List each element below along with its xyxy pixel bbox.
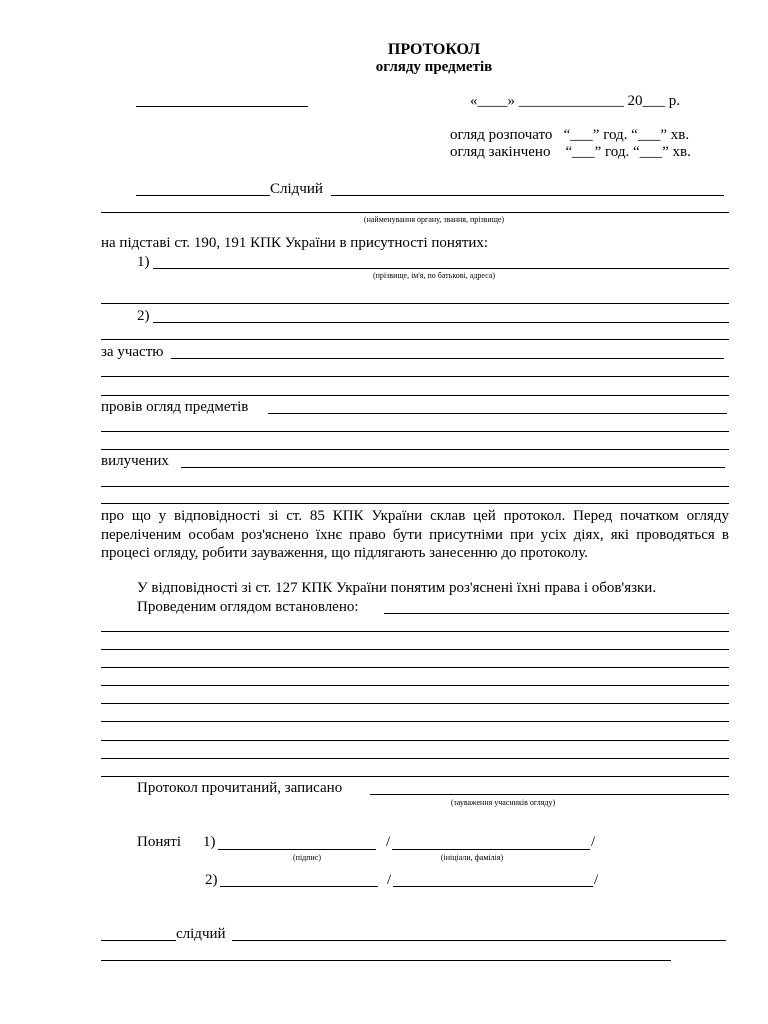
document-title: ПРОТОКОЛ [387, 41, 481, 58]
slash-2-left: / [387, 872, 392, 888]
established-line-2[interactable] [101, 631, 729, 632]
established-line[interactable] [384, 613, 729, 614]
slash-2-right: / [594, 872, 599, 888]
inspection-line-3[interactable] [101, 449, 729, 450]
signature-2-line[interactable] [220, 886, 378, 887]
date-field[interactable]: «____» ______________ 20___ р. [470, 93, 680, 109]
protocol-paragraph: про що у відповідності зі ст. 85 КПК України склав цей протокол. Перед початком огляду переліченим особам роз'яснено їхнє право бути присутніми при усіх діях, які проводяться в процесі огляду, робити зауваження, що підлягають занесенню до протоколу. [101, 508, 729, 561]
witness-2-number: 2) [137, 308, 150, 324]
established-line-3[interactable] [101, 649, 729, 650]
initials-2-line[interactable] [393, 886, 593, 887]
established-label: Проведеним оглядом встановлено: [137, 599, 359, 615]
signature-2-number: 2) [205, 872, 218, 888]
investigator-sign-line-2[interactable] [101, 960, 671, 961]
remarks-line[interactable] [370, 794, 729, 795]
initials-caption: (ініціали, фамілія) [440, 853, 504, 862]
investigator-sign-label: слідчий [176, 926, 226, 942]
seized-label: вилучених [101, 453, 169, 469]
seized-line[interactable] [181, 467, 725, 468]
witness-caption: (прізвище, ім'я, по батькові, адреса) [372, 271, 496, 280]
signature-caption: (підпис) [292, 853, 322, 862]
rights-text: У відповідності зі ст. 127 КПК України понятим роз'яснені їхні права і обов'язки. [137, 580, 657, 596]
document-subtitle: огляду предметів [375, 59, 493, 75]
investigator-sign-line[interactable] [232, 940, 726, 941]
seized-line-3[interactable] [101, 503, 729, 504]
established-line-6[interactable] [101, 703, 729, 704]
time-finished: огляд закінчено “___” год. “___” хв. [450, 144, 691, 160]
read-label: Протокол прочитаний, записано [137, 780, 343, 796]
time-started: огляд розпочато “___” год. “___” хв. [450, 127, 690, 143]
witness-2-line[interactable] [153, 322, 729, 323]
investigator-caption: (найменування органу, звання, прізвище) [363, 215, 505, 224]
investigator-line[interactable] [331, 195, 724, 196]
established-line-5[interactable] [101, 685, 729, 686]
initials-1-line[interactable] [392, 849, 590, 850]
investigator-label: Слідчий [270, 181, 323, 197]
investigator-sign-pre-line[interactable] [101, 940, 176, 941]
established-line-8[interactable] [101, 740, 729, 741]
witnesses-label: Поняті [137, 834, 181, 850]
slash-1-right: / [591, 834, 596, 850]
established-line-7[interactable] [101, 721, 729, 722]
slash-1-left: / [386, 834, 391, 850]
inspection-line-2[interactable] [101, 431, 729, 432]
established-line-10[interactable] [101, 776, 729, 777]
signature-1-line[interactable] [218, 849, 376, 850]
signature-1-number: 1) [203, 834, 216, 850]
place-line[interactable] [136, 106, 308, 107]
inspection-line[interactable] [268, 413, 727, 414]
seized-line-2[interactable] [101, 486, 729, 487]
basis-text: на підставі ст. 190, 191 КПК України в присутності понятих: [101, 235, 489, 251]
investigator-line-2[interactable] [101, 212, 729, 213]
participation-line-3[interactable] [101, 395, 729, 396]
inspection-label: провів огляд предметів [101, 399, 249, 415]
witness-1-number: 1) [137, 254, 150, 270]
witness-2-line-2[interactable] [101, 339, 729, 340]
participation-label: за участю [101, 344, 164, 360]
witness-1-line-2[interactable] [101, 303, 729, 304]
witness-1-line[interactable] [153, 268, 729, 269]
established-line-4[interactable] [101, 667, 729, 668]
participation-line[interactable] [171, 358, 724, 359]
investigator-pre-line[interactable] [136, 195, 270, 196]
participation-line-2[interactable] [101, 376, 729, 377]
established-line-9[interactable] [101, 758, 729, 759]
remarks-caption: (зауваження учасників огляду) [450, 798, 556, 807]
